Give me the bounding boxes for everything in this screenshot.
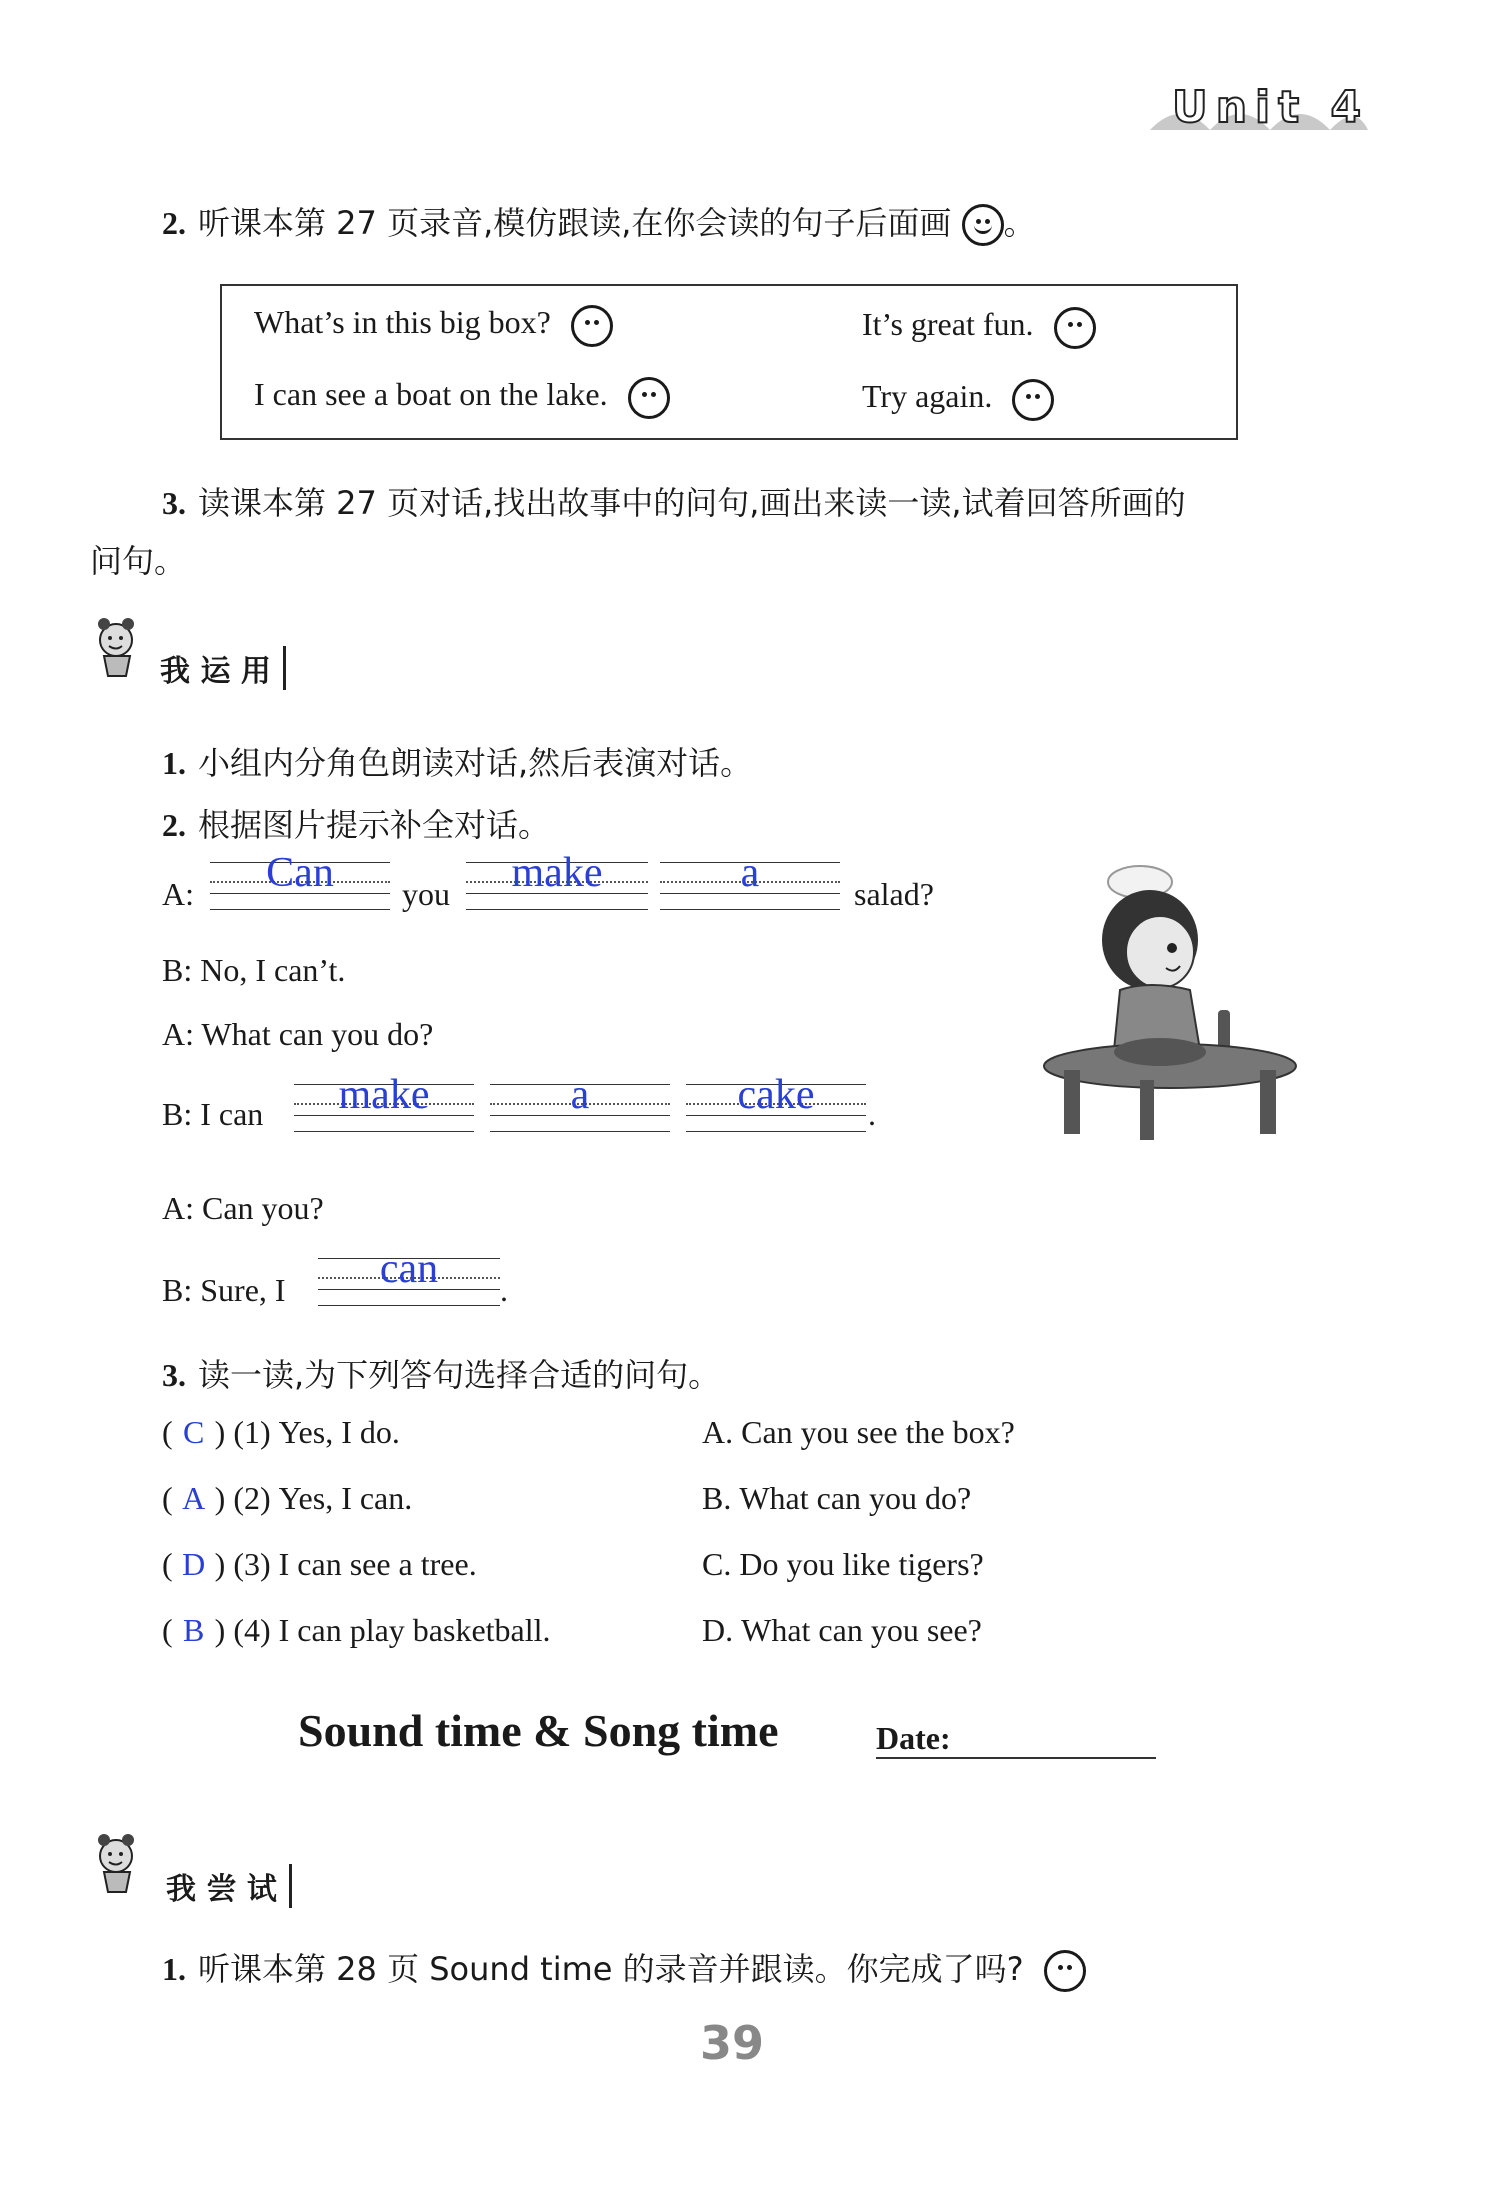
section-title: 我 尝 试: [166, 1864, 292, 1908]
exercise-text: 听课本第 27 页录音,模仿跟读,在你会读的句子后面画: [198, 204, 952, 242]
answer-text: cake: [737, 1072, 815, 1118]
answer-choice[interactable]: C: [182, 1414, 205, 1450]
page-number: 39: [700, 2016, 765, 2070]
answer-choice[interactable]: A: [182, 1480, 206, 1516]
exercise-number: 1.: [162, 745, 186, 781]
bracket-open: (: [162, 1546, 173, 1582]
item-text: I can see a tree.: [278, 1546, 477, 1582]
answer-blank[interactable]: [660, 850, 840, 910]
girl-cooking-illustration: [1040, 860, 1300, 1190]
dialog-line-b1: B: No, I can’t.: [162, 952, 346, 988]
smiley-blank-icon[interactable]: [571, 305, 613, 347]
bracket-close: ): [214, 1546, 226, 1582]
unit-header: [1140, 78, 1370, 142]
exercise-number: 1.: [162, 1951, 186, 1987]
sentence-text: What’s in this big box?: [254, 304, 551, 340]
exercise-number: 2.: [162, 205, 186, 241]
exercise-3: [162, 478, 1392, 524]
match-row: [162, 1612, 1162, 1649]
exercise-text: 读一读,为下列答句选择合适的问句。: [198, 1356, 721, 1394]
exercise-text: 根据图片提示补全对话。: [198, 806, 551, 844]
dialog-line-a3: A: Can you?: [162, 1190, 324, 1226]
smiley-blank-icon[interactable]: [1044, 1950, 1086, 1992]
answer-blank[interactable]: [210, 850, 390, 910]
dialog-word: .: [868, 1096, 876, 1132]
option-letter: C.: [702, 1546, 732, 1582]
answer-text: a: [740, 850, 760, 896]
smiley-blank-icon[interactable]: [1054, 307, 1096, 349]
answer-text: can: [379, 1246, 439, 1292]
exercise-text: 读课本第 27 页对话,找出故事中的问句,画出来读一读,试着回答所画的: [198, 484, 1186, 522]
smiley-face-icon: [962, 204, 1004, 246]
girl-mascot-icon: [90, 1832, 154, 1896]
exercise-2: [162, 198, 1036, 246]
use-exercise-2: [162, 800, 550, 846]
option-letter: A.: [702, 1414, 734, 1450]
option-text: Do you like tigers?: [739, 1546, 984, 1582]
bracket-close: ): [214, 1612, 226, 1648]
answer-text: Can: [266, 850, 334, 896]
exercise-text: 听课本第 28 页 Sound time 的录音并跟读。你完成了吗?: [198, 1950, 1024, 1988]
section-badge-use: [90, 616, 330, 696]
sentence-box: [220, 284, 1238, 440]
item-number: (2): [233, 1480, 271, 1516]
exercise-3-continued: 问句。: [90, 542, 187, 580]
answer-choice[interactable]: B: [182, 1612, 205, 1648]
option-text: Can you see the box?: [741, 1414, 1015, 1450]
smiley-blank-icon[interactable]: [628, 377, 670, 419]
speaker-label: A:: [162, 876, 194, 912]
answer-blank[interactable]: [318, 1246, 500, 1306]
try-exercise-1: [162, 1944, 1086, 1992]
dialog-word: salad?: [854, 876, 934, 912]
exercise-number: 3.: [162, 485, 186, 521]
exercise-number: 3.: [162, 1357, 186, 1393]
sentence-row: [862, 378, 1054, 421]
item-text: Yes, I do.: [278, 1414, 400, 1450]
match-row: [162, 1414, 1162, 1451]
bracket-open: (: [162, 1414, 173, 1450]
use-exercise-3: [162, 1350, 720, 1396]
item-text: Yes, I can.: [278, 1480, 413, 1516]
exercise-number: 2.: [162, 807, 186, 843]
answer-choice[interactable]: D: [182, 1546, 206, 1582]
dialog-word: .: [500, 1272, 508, 1308]
answer-text: make: [511, 850, 603, 896]
sentence-row: [254, 304, 613, 347]
date-label: Date:: [876, 1720, 951, 1756]
bracket-close: ): [214, 1480, 226, 1516]
match-row: [162, 1546, 1162, 1583]
section-badge-try: [90, 1832, 330, 1912]
dialog-line-b3: B: Sure, I: [162, 1272, 286, 1308]
dialog-line-a1: [162, 876, 194, 913]
option-text: What can you do?: [739, 1480, 972, 1516]
answer-blank[interactable]: [466, 850, 648, 910]
option-text: What can you see?: [741, 1612, 982, 1648]
date-field[interactable]: [876, 1720, 1156, 1759]
section-title: 我 运 用: [160, 646, 286, 690]
sentence-text: It’s great fun.: [862, 306, 1034, 342]
bracket-open: (: [162, 1612, 173, 1648]
answer-text: a: [570, 1072, 590, 1118]
match-row: [162, 1480, 1162, 1517]
answer-blank[interactable]: [294, 1072, 474, 1132]
girl-mascot-icon: [90, 616, 154, 680]
item-text: I can play basketball.: [278, 1612, 551, 1648]
exercise-text: 小组内分角色朗读对话,然后表演对话。: [198, 744, 753, 782]
exercise-end: 。: [1003, 204, 1036, 242]
option-letter: D.: [702, 1612, 734, 1648]
sentence-row: [862, 306, 1096, 349]
smiley-blank-icon[interactable]: [1012, 379, 1054, 421]
sentence-row: [254, 376, 670, 419]
unit-title: Unit 4: [1172, 82, 1370, 133]
section-heading: Sound time & Song time: [298, 1705, 779, 1756]
dialog-word: you: [402, 876, 450, 912]
item-number: (3): [233, 1546, 271, 1582]
bracket-close: ): [214, 1414, 226, 1450]
item-number: (4): [233, 1612, 271, 1648]
sentence-text: I can see a boat on the lake.: [254, 376, 608, 412]
item-number: (1): [233, 1414, 271, 1450]
sentence-text: Try again.: [862, 378, 993, 414]
bracket-open: (: [162, 1480, 173, 1516]
answer-blank[interactable]: [686, 1072, 866, 1132]
dialog-line-b2: B: I can: [162, 1096, 264, 1132]
answer-text: make: [338, 1072, 430, 1118]
dialog-line-a2: A: What can you do?: [162, 1016, 434, 1052]
answer-blank[interactable]: [490, 1072, 670, 1132]
option-letter: B.: [702, 1480, 732, 1516]
use-exercise-1: [162, 738, 752, 784]
